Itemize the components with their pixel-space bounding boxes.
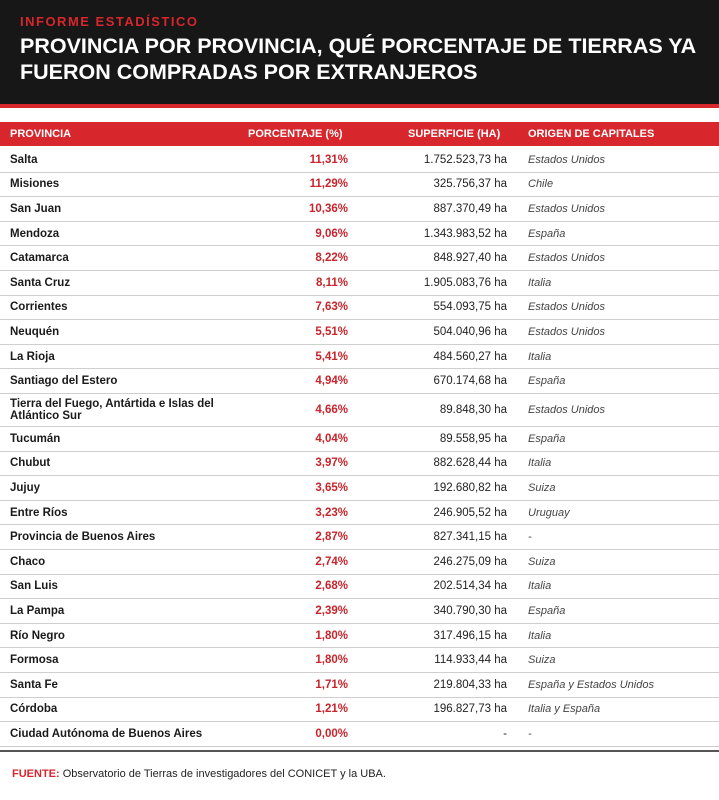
table-row bbox=[0, 550, 719, 575]
table-row bbox=[0, 427, 719, 452]
table-row bbox=[0, 673, 719, 698]
cell-origen: Italia y España bbox=[528, 703, 601, 716]
table-row bbox=[0, 599, 719, 624]
table-row bbox=[0, 246, 719, 271]
cell-superficie: 196.827,73 ha bbox=[433, 703, 507, 716]
cell-provincia: Tucumán bbox=[10, 432, 61, 445]
cell-provincia: Misiones bbox=[10, 178, 60, 191]
cell-superficie: 192.680,82 ha bbox=[433, 481, 507, 494]
cell-provincia: Corrientes bbox=[10, 301, 68, 314]
cell-origen: España bbox=[528, 432, 566, 445]
cell-porcentaje: 4,66% bbox=[315, 404, 348, 416]
cell-porcentaje: 1,21% bbox=[315, 703, 348, 716]
cell-porcentaje: 3,97% bbox=[315, 457, 348, 470]
cell-origen: Estados Unidos bbox=[528, 301, 606, 314]
cell-origen: Italia bbox=[528, 276, 552, 289]
table-row bbox=[0, 369, 719, 394]
table-row bbox=[0, 698, 719, 723]
cell-superficie: 504.040,96 ha bbox=[433, 325, 507, 338]
cell-porcentaje: 10,36% bbox=[308, 202, 348, 215]
table-row bbox=[0, 148, 719, 173]
cell-superficie: 219.804,33 ha bbox=[433, 678, 507, 691]
column-header-superficie: SUPERFICIE (HA) bbox=[408, 128, 501, 140]
cell-origen: España y Estados Unidos bbox=[528, 678, 654, 691]
cell-superficie: - bbox=[503, 727, 507, 740]
cell-provincia: Tierra del Fuego, Antártida e Islas del Atlántico Sur bbox=[10, 398, 214, 422]
cell-porcentaje: 2,68% bbox=[315, 580, 348, 593]
cell-provincia: Catamarca bbox=[10, 252, 69, 265]
cell-porcentaje: 4,04% bbox=[315, 432, 348, 445]
cell-provincia: Córdoba bbox=[10, 703, 58, 716]
cell-provincia: Ciudad Autónoma de Buenos Aires bbox=[10, 727, 203, 740]
source-label: FUENTE: bbox=[12, 768, 60, 780]
kicker-label: INFORME ESTADÍSTICO bbox=[20, 14, 199, 29]
cell-superficie: 827.341,15 ha bbox=[433, 531, 507, 544]
cell-porcentaje: 9,06% bbox=[315, 227, 348, 240]
cell-superficie: 670.174,68 ha bbox=[433, 375, 507, 388]
cell-superficie: 1.905.083,76 ha bbox=[423, 276, 507, 289]
cell-provincia: La Pampa bbox=[10, 604, 65, 617]
source-footer bbox=[12, 768, 386, 780]
cell-origen: Suiza bbox=[528, 481, 556, 494]
cell-origen: Suiza bbox=[528, 654, 556, 667]
column-header-provincia: PROVINCIA bbox=[10, 128, 72, 140]
cell-origen: - bbox=[528, 531, 532, 544]
column-header-porcentaje: PORCENTAJE (%) bbox=[248, 128, 343, 140]
cell-superficie: 325.756,37 ha bbox=[433, 178, 507, 191]
cell-origen: España bbox=[528, 227, 566, 240]
cell-porcentaje: 1,71% bbox=[315, 678, 348, 691]
table-bottom-divider bbox=[0, 750, 719, 752]
cell-provincia: Formosa bbox=[10, 654, 59, 667]
table-row bbox=[0, 222, 719, 247]
cell-origen: - bbox=[528, 727, 532, 740]
cell-superficie: 246.905,52 ha bbox=[433, 506, 507, 519]
cell-superficie: 89.558,95 ha bbox=[439, 432, 507, 445]
table-header bbox=[0, 122, 719, 146]
cell-provincia: Jujuy bbox=[10, 481, 41, 494]
table-row bbox=[0, 575, 719, 600]
cell-superficie: 554.093,75 ha bbox=[433, 301, 507, 314]
cell-porcentaje: 11,31% bbox=[309, 153, 348, 166]
page-title: PROVINCIA POR PROVINCIA, QUÉ PORCENTAJE DE TIERRAS YA FUERON COMPRADAS POR EXTRANJEROS bbox=[20, 34, 696, 84]
cell-provincia: Entre Ríos bbox=[10, 506, 68, 519]
header-banner bbox=[0, 0, 719, 104]
cell-provincia: San Luis bbox=[10, 580, 58, 593]
cell-origen: Estados Unidos bbox=[528, 404, 606, 416]
cell-porcentaje: 8,11% bbox=[316, 276, 348, 289]
cell-porcentaje: 3,23% bbox=[315, 506, 348, 519]
cell-origen: Estados Unidos bbox=[528, 325, 606, 338]
cell-porcentaje: 4,94% bbox=[315, 375, 348, 388]
cell-porcentaje: 11,29% bbox=[309, 178, 348, 191]
table-row bbox=[0, 345, 719, 370]
table-row bbox=[0, 476, 719, 501]
table-row bbox=[0, 452, 719, 477]
table-row bbox=[0, 271, 719, 296]
cell-superficie: 484.560,27 ha bbox=[433, 350, 507, 363]
cell-provincia: Santiago del Estero bbox=[10, 375, 118, 388]
cell-origen: Estados Unidos bbox=[528, 252, 606, 265]
cell-origen: Uruguay bbox=[528, 506, 570, 519]
cell-origen: Italia bbox=[528, 350, 552, 363]
cell-origen: Italia bbox=[528, 580, 552, 593]
cell-provincia: Chubut bbox=[10, 457, 51, 470]
cell-origen: Italia bbox=[528, 629, 552, 642]
table-row bbox=[0, 320, 719, 345]
cell-origen: Suiza bbox=[528, 555, 556, 568]
cell-porcentaje: 2,87% bbox=[315, 531, 348, 544]
column-header-origen: ORIGEN DE CAPITALES bbox=[528, 128, 655, 140]
table-row bbox=[0, 501, 719, 526]
cell-porcentaje: 2,39% bbox=[315, 604, 348, 617]
cell-origen: Chile bbox=[528, 178, 554, 191]
table-row bbox=[0, 197, 719, 222]
cell-provincia: Provincia de Buenos Aires bbox=[10, 531, 156, 544]
cell-superficie: 887.370,49 ha bbox=[433, 202, 507, 215]
cell-superficie: 882.628,44 ha bbox=[433, 457, 507, 470]
header-divider bbox=[0, 104, 719, 108]
cell-porcentaje: 1,80% bbox=[315, 654, 348, 667]
table-row bbox=[0, 173, 719, 198]
table-row bbox=[0, 296, 719, 321]
cell-superficie: 246.275,09 ha bbox=[433, 555, 507, 568]
table-row bbox=[0, 394, 719, 427]
cell-porcentaje: 5,41% bbox=[315, 350, 348, 363]
cell-porcentaje: 5,51% bbox=[315, 325, 348, 338]
cell-superficie: 848.927,40 ha bbox=[433, 252, 507, 265]
cell-origen: España bbox=[528, 604, 566, 617]
cell-porcentaje: 1,80% bbox=[315, 629, 348, 642]
cell-porcentaje: 7,63% bbox=[315, 301, 348, 314]
cell-provincia: Salta bbox=[10, 153, 38, 166]
cell-superficie: 202.514,34 ha bbox=[433, 580, 507, 593]
cell-provincia: Santa Fe bbox=[10, 678, 58, 691]
cell-provincia: Neuquén bbox=[10, 325, 60, 338]
cell-porcentaje: 3,65% bbox=[315, 481, 348, 494]
table-row bbox=[0, 648, 719, 673]
cell-provincia: Mendoza bbox=[10, 227, 60, 240]
cell-origen: Italia bbox=[528, 457, 552, 470]
source-text: Observatorio de Tierras de investigadores del CONICET y la UBA. bbox=[59, 768, 386, 780]
cell-provincia: Río Negro bbox=[10, 629, 65, 642]
cell-origen: España bbox=[528, 375, 566, 388]
cell-origen: Estados Unidos bbox=[528, 153, 606, 166]
cell-superficie: 1.343.983,52 ha bbox=[423, 227, 507, 240]
cell-provincia: La Rioja bbox=[10, 350, 55, 363]
cell-superficie: 317.496,15 ha bbox=[433, 629, 507, 642]
cell-porcentaje: 0,00% bbox=[315, 727, 348, 740]
cell-porcentaje: 2,74% bbox=[315, 555, 348, 568]
table-row bbox=[0, 525, 719, 550]
cell-origen: Estados Unidos bbox=[528, 202, 606, 215]
cell-superficie: 89.848,30 ha bbox=[439, 404, 507, 416]
cell-porcentaje: 8,22% bbox=[315, 252, 348, 265]
cell-provincia: San Juan bbox=[10, 202, 62, 215]
cell-provincia: Chaco bbox=[10, 555, 46, 568]
table-row bbox=[0, 722, 719, 747]
cell-superficie: 1.752.523,73 ha bbox=[423, 153, 507, 166]
cell-superficie: 340.790,30 ha bbox=[433, 604, 507, 617]
cell-superficie: 114.933,44 ha bbox=[434, 654, 507, 667]
cell-provincia: Santa Cruz bbox=[10, 276, 71, 289]
table-row bbox=[0, 624, 719, 649]
